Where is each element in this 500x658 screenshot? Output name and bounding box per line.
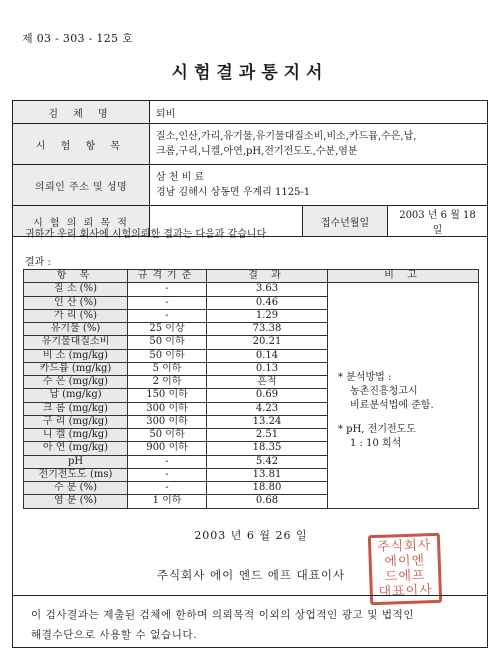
remarks-line-2: 농촌진흥청고시 (350, 386, 418, 398)
item-name: 수 은 (mg/kg) (24, 376, 128, 389)
item-name: 유기물 (%) (24, 323, 128, 336)
item-name: 전기전도도 (ms) (24, 468, 128, 481)
remarks-line-3: 비료분석법에 준함. (350, 400, 434, 412)
item-standard: 150 이하 (128, 389, 207, 402)
test-items-value (150, 124, 488, 165)
document-number: 제 03 - 303 - 125 호 (22, 32, 134, 45)
item-result: 1.29 (207, 309, 328, 322)
item-result: 0.69 (207, 389, 328, 402)
seal-line: 주식회사 (376, 538, 432, 555)
item-name: 구 리 (mg/kg) (24, 415, 128, 428)
header-remarks: 비 고 (328, 270, 479, 283)
footer-divider (13, 595, 487, 596)
item-name: 비 소 (mg/kg) (24, 349, 128, 362)
item-standard: - (128, 296, 207, 309)
item-standard: 50 이하 (128, 349, 207, 362)
client-label: 의뢰인 주소 및 성명 (13, 165, 150, 206)
client-name: 삼 천 비 료 (156, 172, 205, 183)
item-name: 수 분 (%) (24, 482, 128, 495)
item-standard: 5 이하 (128, 362, 207, 375)
header-result: 결 과 (207, 270, 328, 283)
item-name: 크 롬 (mg/kg) (24, 402, 128, 415)
results-table (23, 269, 479, 509)
remarks-line-1: * 분석방법 : (338, 372, 392, 384)
item-standard: - (128, 482, 207, 495)
received-date-label: 접수년월일 (303, 206, 388, 237)
seal-line: 대표이사 (378, 583, 434, 600)
item-name: 염 분 (%) (24, 495, 128, 508)
item-result: 0.14 (207, 349, 328, 362)
item-standard: 50 이하 (128, 336, 207, 349)
table-row (24, 283, 479, 296)
item-result: 0.68 (207, 495, 328, 508)
issue-date: 2003 년 6 월 26 일 (194, 529, 308, 542)
item-standard: - (128, 455, 207, 468)
footer-line-1: 이 검사결과는 제출된 검체에 한하며 의뢰목적 이외의 상업적인 광고 및 법적인 (31, 609, 415, 621)
header-standard: 규격기준 (128, 270, 207, 283)
test-items-line-1: 질소,인산,가리,유기물,유기물대질소비,비소,카드뮴,수은,납, (156, 131, 417, 142)
document-title: 시험결과통지서 (171, 63, 329, 83)
item-result: 4.23 (207, 402, 328, 415)
sample-name-label: 검 체 명 (13, 101, 150, 124)
item-standard: - (128, 283, 207, 296)
item-result: 13.81 (207, 468, 328, 481)
item-standard: - (128, 309, 207, 322)
item-standard: - (128, 468, 207, 481)
item-standard: 25 이상 (128, 323, 207, 336)
item-name: 유기물대질소비 (24, 336, 128, 349)
item-result: 5.42 (207, 455, 328, 468)
sample-name-value: 퇴비 (150, 101, 488, 124)
remarks-cell (328, 283, 479, 508)
results-label: 결과 : (25, 257, 51, 268)
item-name: pH (24, 455, 128, 468)
item-result: 18.35 (207, 442, 328, 455)
item-standard: 1 이하 (128, 495, 207, 508)
item-result: 73.38 (207, 323, 328, 336)
item-result: 20.21 (207, 336, 328, 349)
item-standard: 300 이하 (128, 415, 207, 428)
item-name: 아 연 (mg/kg) (24, 442, 128, 455)
item-result: 13.24 (207, 415, 328, 428)
item-name: 카드뮴 (mg/kg) (24, 362, 128, 375)
item-result: 0.46 (207, 296, 328, 309)
test-items-label: 시 험 항 목 (13, 124, 150, 165)
item-standard: 900 이하 (128, 442, 207, 455)
item-result: 3.63 (207, 283, 328, 296)
item-standard: 300 이하 (128, 402, 207, 415)
footer-line-2: 해결수단으로 사용할 수 없습니다. (31, 629, 198, 641)
sample-info-table (13, 101, 487, 237)
intro-text: 귀하가 우리 회사에 시험의뢰한 결과는 다음과 같습니다. (25, 229, 270, 240)
test-items-line-2: 크롬,구리,니켈,아연,pH,전기전도도,수분,염분 (156, 146, 358, 157)
item-name: 납 (mg/kg) (24, 389, 128, 402)
item-name: 인 산 (%) (24, 296, 128, 309)
client-value (150, 165, 488, 206)
item-name: 가 리 (%) (24, 309, 128, 322)
seal-line: 에이엔 (384, 553, 426, 570)
company-signature: 주식회사 에이 엔드 에프 대표이사 (156, 568, 346, 582)
certificate-frame (12, 100, 488, 648)
header-item: 항 목 (24, 270, 128, 283)
item-standard: 2 이하 (128, 376, 207, 389)
item-result: 흔적 (207, 376, 328, 389)
remarks-line-4: * pH, 전기전도도 (338, 424, 416, 436)
item-standard: 50 이하 (128, 429, 207, 442)
item-result: 2.51 (207, 429, 328, 442)
client-address: 경남 김해시 상동면 우계리 1125-1 (156, 187, 311, 198)
item-result: 18.80 (207, 482, 328, 495)
purpose-label: 시 험 의 뢰 목 적 (13, 206, 150, 237)
received-date-value: 2003 년 6 월 18 일 (388, 206, 488, 237)
item-name: 질 소 (%) (24, 283, 128, 296)
footer-disclaimer (31, 605, 414, 645)
item-result: 0.13 (207, 362, 328, 375)
item-name: 니 켈 (mg/kg) (24, 429, 128, 442)
remarks-line-5: 1 : 10 희석 (350, 438, 402, 450)
seal-line: 드에프 (384, 568, 426, 585)
